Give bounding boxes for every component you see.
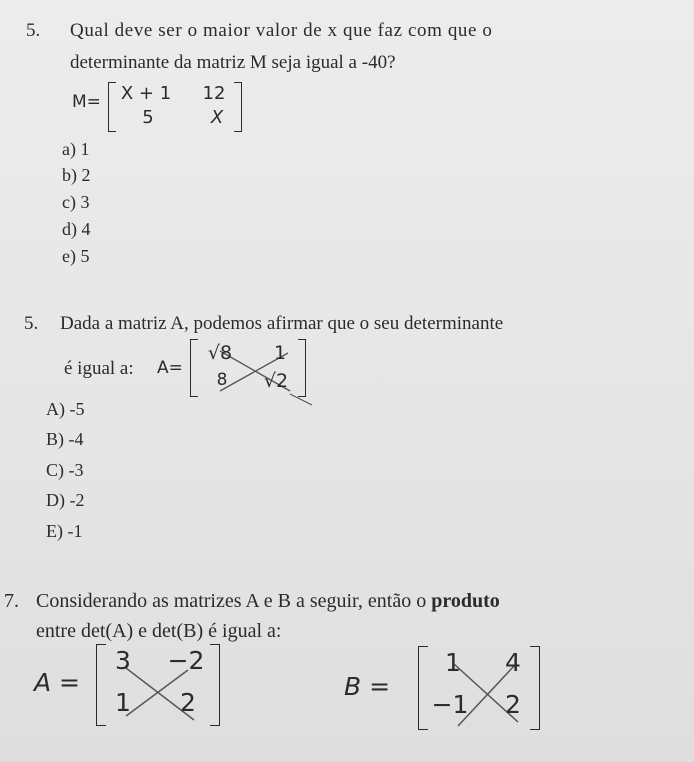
matrix-cell: √8 (207, 342, 233, 364)
q7-text-line1-start: Considerando as matrizes A e B a seguir, então o (36, 590, 427, 612)
q5a-option-c: c) 3 (62, 192, 90, 212)
matrix-cell: 2 (505, 690, 521, 719)
matrix-cell: 3 (115, 646, 131, 675)
q7-number: 7. (4, 590, 19, 612)
q7-text-bold-word: produto (431, 590, 500, 612)
q5b-option-a: A) -5 (46, 399, 85, 419)
matrix-cell: 1 (115, 688, 131, 717)
matrix-cell: X (210, 107, 224, 128)
q5b-matrix (190, 339, 306, 397)
left-bracket (108, 82, 116, 132)
q5b-option-c: C) -3 (46, 460, 84, 480)
q5a-text-line2: determinante da matriz M seja igual a -40? (70, 52, 396, 73)
matrix-cell: 12 (202, 83, 226, 104)
q5b-text-line2: é igual a: (64, 358, 134, 379)
q5a-option-a: a) 1 (62, 139, 90, 159)
matrix-cell: −2 (167, 646, 205, 675)
q7-matrix-a (96, 644, 220, 726)
q7-text-line1 (36, 590, 500, 613)
matrix-cell: 4 (505, 648, 521, 677)
q5a-option-b: b) 2 (62, 165, 91, 185)
q5a-option-e: e) 5 (62, 246, 90, 266)
matrix-cell: 1 (273, 342, 287, 364)
matrix-cell: √2 (263, 370, 289, 392)
right-bracket (234, 82, 242, 132)
q5a-number: 5. (26, 20, 41, 41)
matrix-cell: 1 (445, 648, 461, 677)
q5b-option-d: D) -2 (46, 490, 85, 510)
q5b-text-line1: Dada a matriz A, podemos afirmar que o seu determinante (60, 313, 504, 334)
q7-text-line2: entre det(A) e det(B) é igual a: (36, 620, 282, 642)
matrix-cell: 2 (180, 688, 196, 717)
q5b-option-b: B) -4 (46, 429, 84, 449)
q5b-matrix-label: A= (157, 358, 183, 378)
q5a-matrix-label: M= (72, 92, 101, 112)
q7-matrix-a-label: A = (34, 668, 80, 697)
q7-matrix-b (418, 646, 540, 730)
matrix-cell: 8 (216, 370, 228, 390)
matrix-cell: −1 (431, 690, 469, 719)
q5b-option-e: E) -1 (46, 521, 83, 541)
q5a-matrix (108, 82, 242, 132)
matrix-cell: 5 (142, 107, 154, 128)
q5b-number: 5. (24, 313, 39, 334)
q5a-option-d: d) 4 (62, 219, 91, 239)
q5a-text-line1: Qual deve ser o maior valor de x que faz com que o (70, 20, 493, 41)
matrix-cell: X + 1 (120, 83, 172, 104)
q7-matrix-b-label: B = (344, 672, 391, 701)
